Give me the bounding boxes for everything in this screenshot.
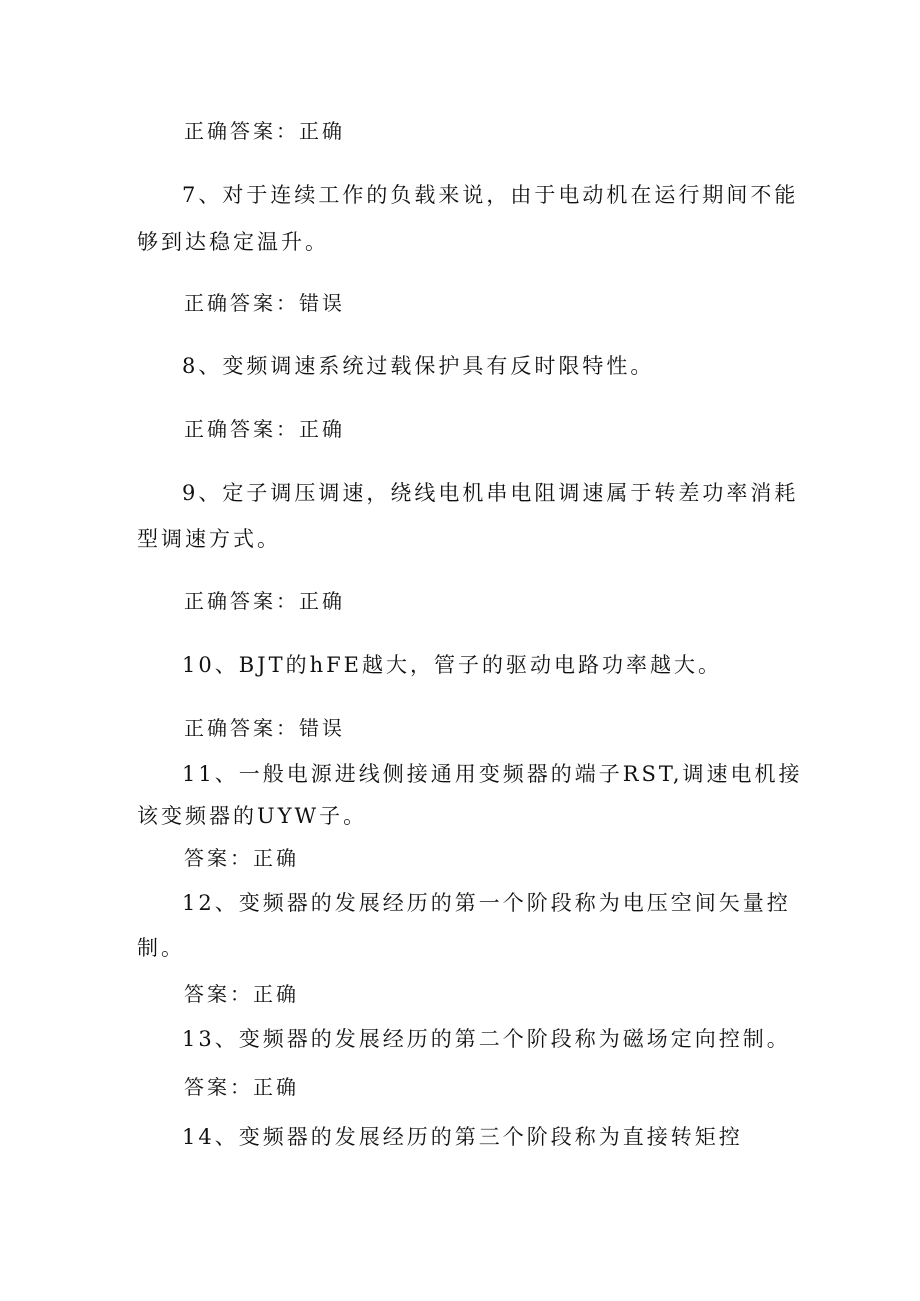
answer-6: 正确答案：正确 bbox=[184, 119, 345, 143]
question-14-line-1: 14、变频器的发展经历的第三个阶段称为直接转矩控 bbox=[182, 1125, 743, 1149]
answer-10: 正确答案：错误 bbox=[184, 716, 345, 740]
question-9-line-2: 型调速方式。 bbox=[137, 527, 281, 551]
question-12-line-1: 12、变频器的发展经历的第一个阶段称为电压空间矢量控 bbox=[182, 891, 791, 915]
answer-11: 答案：正确 bbox=[184, 846, 299, 870]
question-11-line-1: 11、一般电源进线侧接通用变频器的端子RST,调速电机接 bbox=[182, 762, 803, 786]
answer-8: 正确答案：正确 bbox=[184, 417, 345, 441]
question-7-line-2: 够到达稳定温升。 bbox=[137, 230, 329, 254]
question-10-line-1: 10、BJT的hFE越大，管子的驱动电路功率越大。 bbox=[182, 653, 723, 677]
answer-9: 正确答案：正确 bbox=[184, 589, 345, 613]
question-7-line-1: 7、对于连续工作的负载来说，由于电动机在运行期间不能 bbox=[182, 183, 799, 207]
answer-7: 正确答案：错误 bbox=[184, 291, 345, 315]
answer-12: 答案：正确 bbox=[184, 982, 299, 1006]
question-8-line-1: 8、变频调速系统过载保护具有反时限特性。 bbox=[182, 354, 655, 378]
question-12-line-2: 制。 bbox=[137, 936, 185, 960]
question-11-line-2: 该变频器的UYW子。 bbox=[137, 804, 368, 828]
question-13-line-1: 13、变频器的发展经历的第二个阶段称为磁场定向控制。 bbox=[182, 1027, 791, 1051]
answer-13: 答案：正确 bbox=[184, 1075, 299, 1099]
question-9-line-1: 9、定子调压调速，绕线电机串电阻调速属于转差功率消耗 bbox=[182, 481, 799, 505]
